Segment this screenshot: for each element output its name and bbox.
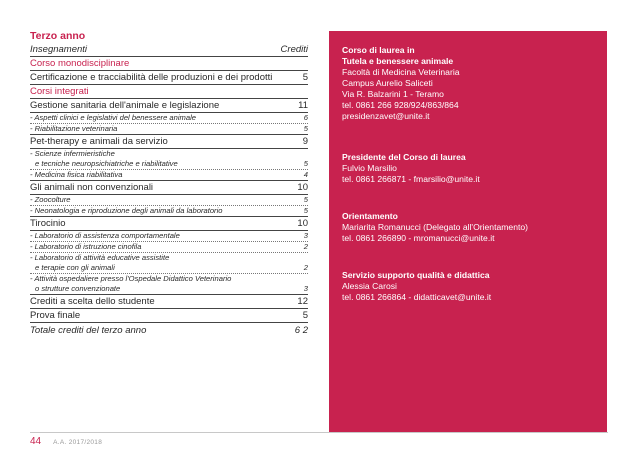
course-credits: 5 xyxy=(302,310,308,321)
corso-title-1: Corso di laurea in xyxy=(342,45,415,55)
table-row xyxy=(30,295,308,309)
page-number: 44 xyxy=(30,436,42,447)
table-row xyxy=(30,71,308,85)
year-title: Terzo anno xyxy=(30,30,86,42)
sub-row xyxy=(30,231,308,242)
sub-credits: 3 xyxy=(303,231,308,240)
sub-credits: 2 xyxy=(303,263,308,272)
total-label: Totale crediti del terzo anno xyxy=(30,325,147,336)
sub-credits: 2 xyxy=(303,242,308,251)
sub-row xyxy=(30,206,308,217)
orientamento-name: Mariarita Romanucci (Delegato all'Orientamento) xyxy=(342,222,529,232)
corso-line: Via R. Balzarini 1 - Teramo xyxy=(342,89,444,99)
sub-row xyxy=(30,242,308,253)
sub-credits: 4 xyxy=(303,170,308,179)
orientamento-block xyxy=(342,211,599,244)
corso-block xyxy=(342,45,599,122)
course-label: Crediti a scelta dello studente xyxy=(30,296,155,307)
section-monodisciplinare: Corso monodisciplinare xyxy=(30,57,308,71)
table-header xyxy=(30,43,308,57)
sub-credits: 5 xyxy=(303,124,308,133)
sub-credits xyxy=(304,149,308,159)
course-label: Tirocinio xyxy=(30,218,66,229)
sub-row xyxy=(30,159,308,170)
sub-row xyxy=(30,170,308,181)
course-credits: 12 xyxy=(297,296,308,307)
sub-row xyxy=(30,124,308,135)
footer-divider xyxy=(30,432,608,433)
header-insegnamenti: Insegnamenti xyxy=(30,44,88,55)
presidente-title: Presidente del Corso di laurea xyxy=(342,152,466,162)
servizio-block xyxy=(342,270,599,303)
sub-label: e terapie con gli animali xyxy=(35,263,115,272)
sub-credits: 6 xyxy=(303,113,308,122)
sub-row xyxy=(30,253,308,263)
sub-label: - Zoocolture xyxy=(30,195,71,204)
table-row xyxy=(30,309,308,323)
total-row xyxy=(30,323,308,337)
orientamento-title: Orientamento xyxy=(342,211,398,221)
sub-row xyxy=(30,113,308,124)
sub-credits xyxy=(304,274,308,284)
presidente-block xyxy=(342,152,599,185)
corso-line: Facoltà di Medicina Veterinaria xyxy=(342,67,460,77)
course-credits: 11 xyxy=(298,100,308,111)
sub-label: - Scienze infermieristiche xyxy=(30,149,115,158)
sub-row xyxy=(30,195,308,206)
course-credits: 9 xyxy=(302,136,308,147)
course-label: Gestione sanitaria dell'animale e legislazione xyxy=(30,100,220,111)
servizio-name: Alessia Carosi xyxy=(342,281,397,291)
sub-credits: 5 xyxy=(303,206,308,215)
sub-credits: 5 xyxy=(303,195,308,204)
servizio-title: Servizio supporto qualità e didattica xyxy=(342,270,490,280)
table-row xyxy=(30,99,308,113)
course-credits: 5 xyxy=(302,72,308,83)
section-integrati: Corsi integrati xyxy=(30,85,308,99)
academic-year: A.A. 2017/2018 xyxy=(53,439,103,446)
sub-row xyxy=(30,284,308,295)
sub-label: - Medicina fisica riabilitativa xyxy=(30,170,123,179)
orientamento-contact[interactable]: tel. 0861 266890 - mromanucci@unite.it xyxy=(342,233,495,243)
sub-label: - Laboratorio di attività educative assistite xyxy=(30,253,170,262)
course-credits: 10 xyxy=(297,218,308,229)
sub-credits: 3 xyxy=(303,284,308,293)
total-credits: 6 2 xyxy=(294,325,308,336)
info-panel xyxy=(329,31,607,432)
course-label: Gli animali non convenzionali xyxy=(30,182,154,193)
sub-row xyxy=(30,149,308,159)
sub-label: - Laboratorio di istruzione cinofila xyxy=(30,242,142,251)
course-label: Certificazione e tracciabilità delle produzioni e dei prodotti xyxy=(30,72,273,83)
presidente-name: Fulvio Marsilio xyxy=(342,163,397,173)
sub-label: - Aspetti clinici e legislativi del benessere animale xyxy=(30,113,197,122)
sub-row xyxy=(30,274,308,284)
table-row xyxy=(30,135,308,149)
course-table xyxy=(30,30,308,337)
sub-row xyxy=(30,263,308,274)
table-row xyxy=(30,217,308,231)
course-label: Pet-therapy e animali da servizio xyxy=(30,136,168,147)
header-crediti: Crediti xyxy=(280,44,308,55)
sub-label: - Riabilitazione veterinaria xyxy=(30,124,118,133)
course-label: Prova finale xyxy=(30,310,81,321)
sub-credits: 5 xyxy=(303,159,308,168)
corso-line: tel. 0861 266 928/924/863/864 xyxy=(342,100,459,110)
page-footer xyxy=(30,436,102,447)
corso-line: Campus Aurelio Saliceti xyxy=(342,78,433,88)
table-row xyxy=(30,181,308,195)
sub-label: - Laboratorio di assistenza comportamentale xyxy=(30,231,180,240)
sub-label: o strutture convenzionate xyxy=(35,284,121,293)
sub-label: - Attività ospedaliere presso l'Ospedale Didattico Veterinario xyxy=(30,274,232,283)
sub-label: - Neonatologia e riproduzione degli animali da laboratorio xyxy=(30,206,223,215)
corso-email-link[interactable]: presidenzavet@unite.it xyxy=(342,111,430,121)
corso-title-2: Tutela e benessere animale xyxy=(342,56,454,66)
presidente-contact[interactable]: tel. 0861 266871 - fmarsilio@unite.it xyxy=(342,174,480,184)
sub-label: e tecniche neuropsichiatriche e riabilitative xyxy=(35,159,178,168)
servizio-contact[interactable]: tel. 0861 266864 - didatticavet@unite.it xyxy=(342,292,492,302)
sub-credits xyxy=(304,253,308,263)
course-credits: 10 xyxy=(297,182,308,193)
